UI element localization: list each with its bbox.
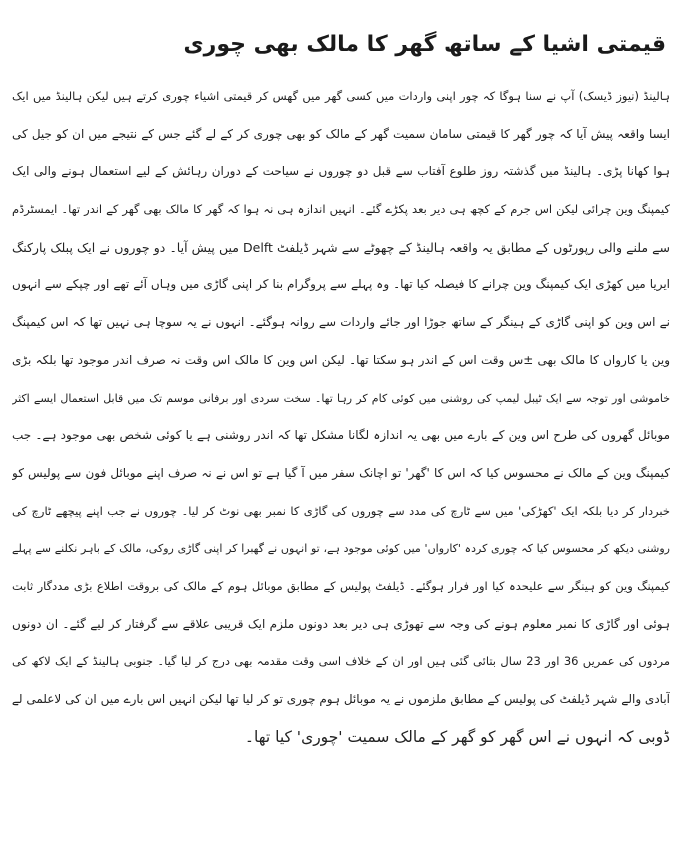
article-line: موبائل گھروں کی طرح اس وین کے بارے میں بھی یہ اندازہ لگانا مشکل تھا کہ اندر روشنی ہے یا کوئی شخص بھی موجود ہے۔ جب bbox=[12, 428, 670, 443]
article-line: خاموشی اور توجہ سے ایک ٹیبل لیمپ کی روشنی میں کوئی کام کر رہا تھا۔ سخت سردی اور برفانی موسم تک میں قابل استعمال ایسے اکثر bbox=[12, 391, 670, 405]
article-line: آبادی والے شہر ڈیلفٹ کی پولیس کے مطابق ملزموں نے یہ موبائل ہوم چوری تو کر لیا تھا لیکن انہیں اس بارے میں ان کی لاعلمی لے bbox=[12, 692, 670, 706]
article-body bbox=[12, 78, 670, 756]
article-line: ہالینڈ (نیوز ڈیسک) آپ نے سنا ہوگا کہ چور اپنی واردات میں کسی گھر میں گھس کر قیمتی اشیاء چوری کرتے ہیں لیکن ہالینڈ میں ایک bbox=[12, 89, 670, 103]
article-line: سے ملنے والی رپورٹوں کے مطابق یہ واقعہ ہالینڈ کے چھوٹے سے شہر ڈیلفٹ Delft میں پیش آیا۔ دو چوروں نے ایک پبلک پارکنگ bbox=[12, 239, 670, 255]
article-line: کیمپنگ وین کو ہینگر سے علیحدہ کیا اور فرار ہوگئے۔ ڈیلفٹ پولیس کے مطابق موبائل ہوم کے مالک کی بروقت اطلاع بڑی مددگار ثابت bbox=[12, 578, 670, 593]
article-line: کیمپنگ وین چرائی لیکن اس جرم کے کچھ ہی دیر بعد پکڑے گئے۔ انہیں اندازہ ہی نہ ہوا کہ گھر کا مالک بھی گھر کے اندر تھا۔ ایمسٹرڈم bbox=[12, 202, 670, 217]
article-headline: قیمتی اشیا کے ساتھ گھر کا مالک بھی چوری bbox=[183, 32, 666, 57]
article-line: مردوں کی عمریں 36 اور 23 سال بتائی گئی ہیں اور ان کے خلاف اسی وقت مقدمہ بھی درج کر لیا گیا۔ جنوبی ہالینڈ کے ایک لاکھ کی bbox=[12, 654, 670, 669]
article-line: وین یا کارواں کا مالک بھی ±س وقت اس کے اندر ہو سکتا تھا۔ لیکن اس وین کا مالک اس وقت نہ صرف اندر موجود تھا بلکہ بڑی bbox=[12, 352, 670, 367]
article-line: نے اس وین کو اپنی گاڑی کے ہینگر کے ساتھ جوڑا اور جائے واردات سے روانہ ہوگئے۔ انہوں نے یہ سوچا ہی نہیں تھا کہ اس کیمپنگ bbox=[12, 315, 670, 330]
article-line: ہوا کھانا پڑی۔ ہالینڈ میں گذشتہ روز طلوع آفتاب سے قبل دو چوروں نے سیاحت کے دوران رہائش کے لیے استعمال ہونے والی ایک bbox=[12, 164, 670, 179]
article-line: ہوئی اور گاڑی کا نمبر معلوم ہونے کی وجہ سے تھوڑی ہی دیر بعد دونوں ملزم ایک قریبی علاقے سے گرفتار کر لیے گئے۔ ان دونوں bbox=[12, 616, 670, 631]
article-line: خبردار کر دیا بلکہ ایک 'کھڑکی' میں سے ٹارچ کی مدد سے چوروں کی گاڑی کا نمبر بھی نوٹ کر لیا۔ چوروں نے جب اپنے پیچھے ٹارچ کی bbox=[12, 503, 670, 518]
article-line: ایریا میں کھڑی ایک کیمپنگ وین چرانے کا فیصلہ کیا تھا۔ وہ پہلے سے پروگرام بنا کر اپنی گاڑی میں وہاں آئے تھے اور چپکے سے انہوں bbox=[12, 277, 670, 292]
article-line: روشنی دیکھ کر محسوس کیا کہ چوری کردہ 'کارواں' میں کوئی موجود ہے، تو انہوں نے گھبرا کر اپنی گاڑی روکی، مالک کے باہر نکلنے سے پہلے bbox=[12, 542, 670, 556]
article-line: ایسا واقعہ پیش آیا کہ چور گھر کا قیمتی سامان سمیت گھر کے مالک کو بھی چوری کر کے لے گئے جس کے نتیجے میں ان کو جیل کی bbox=[12, 126, 670, 141]
article-line: کیمپنگ وین کے مالک نے محسوس کیا کہ اس کا 'گھر' تو اچانک سفر میں آ گیا ہے تو اس نے نہ صرف اپنے موبائل فون سے پولیس کو bbox=[12, 465, 670, 480]
article-line: ڈوبی کہ انہوں نے اس گھر کو گھر کے مالک سمیت 'چوری' کیا تھا۔ bbox=[244, 727, 670, 746]
